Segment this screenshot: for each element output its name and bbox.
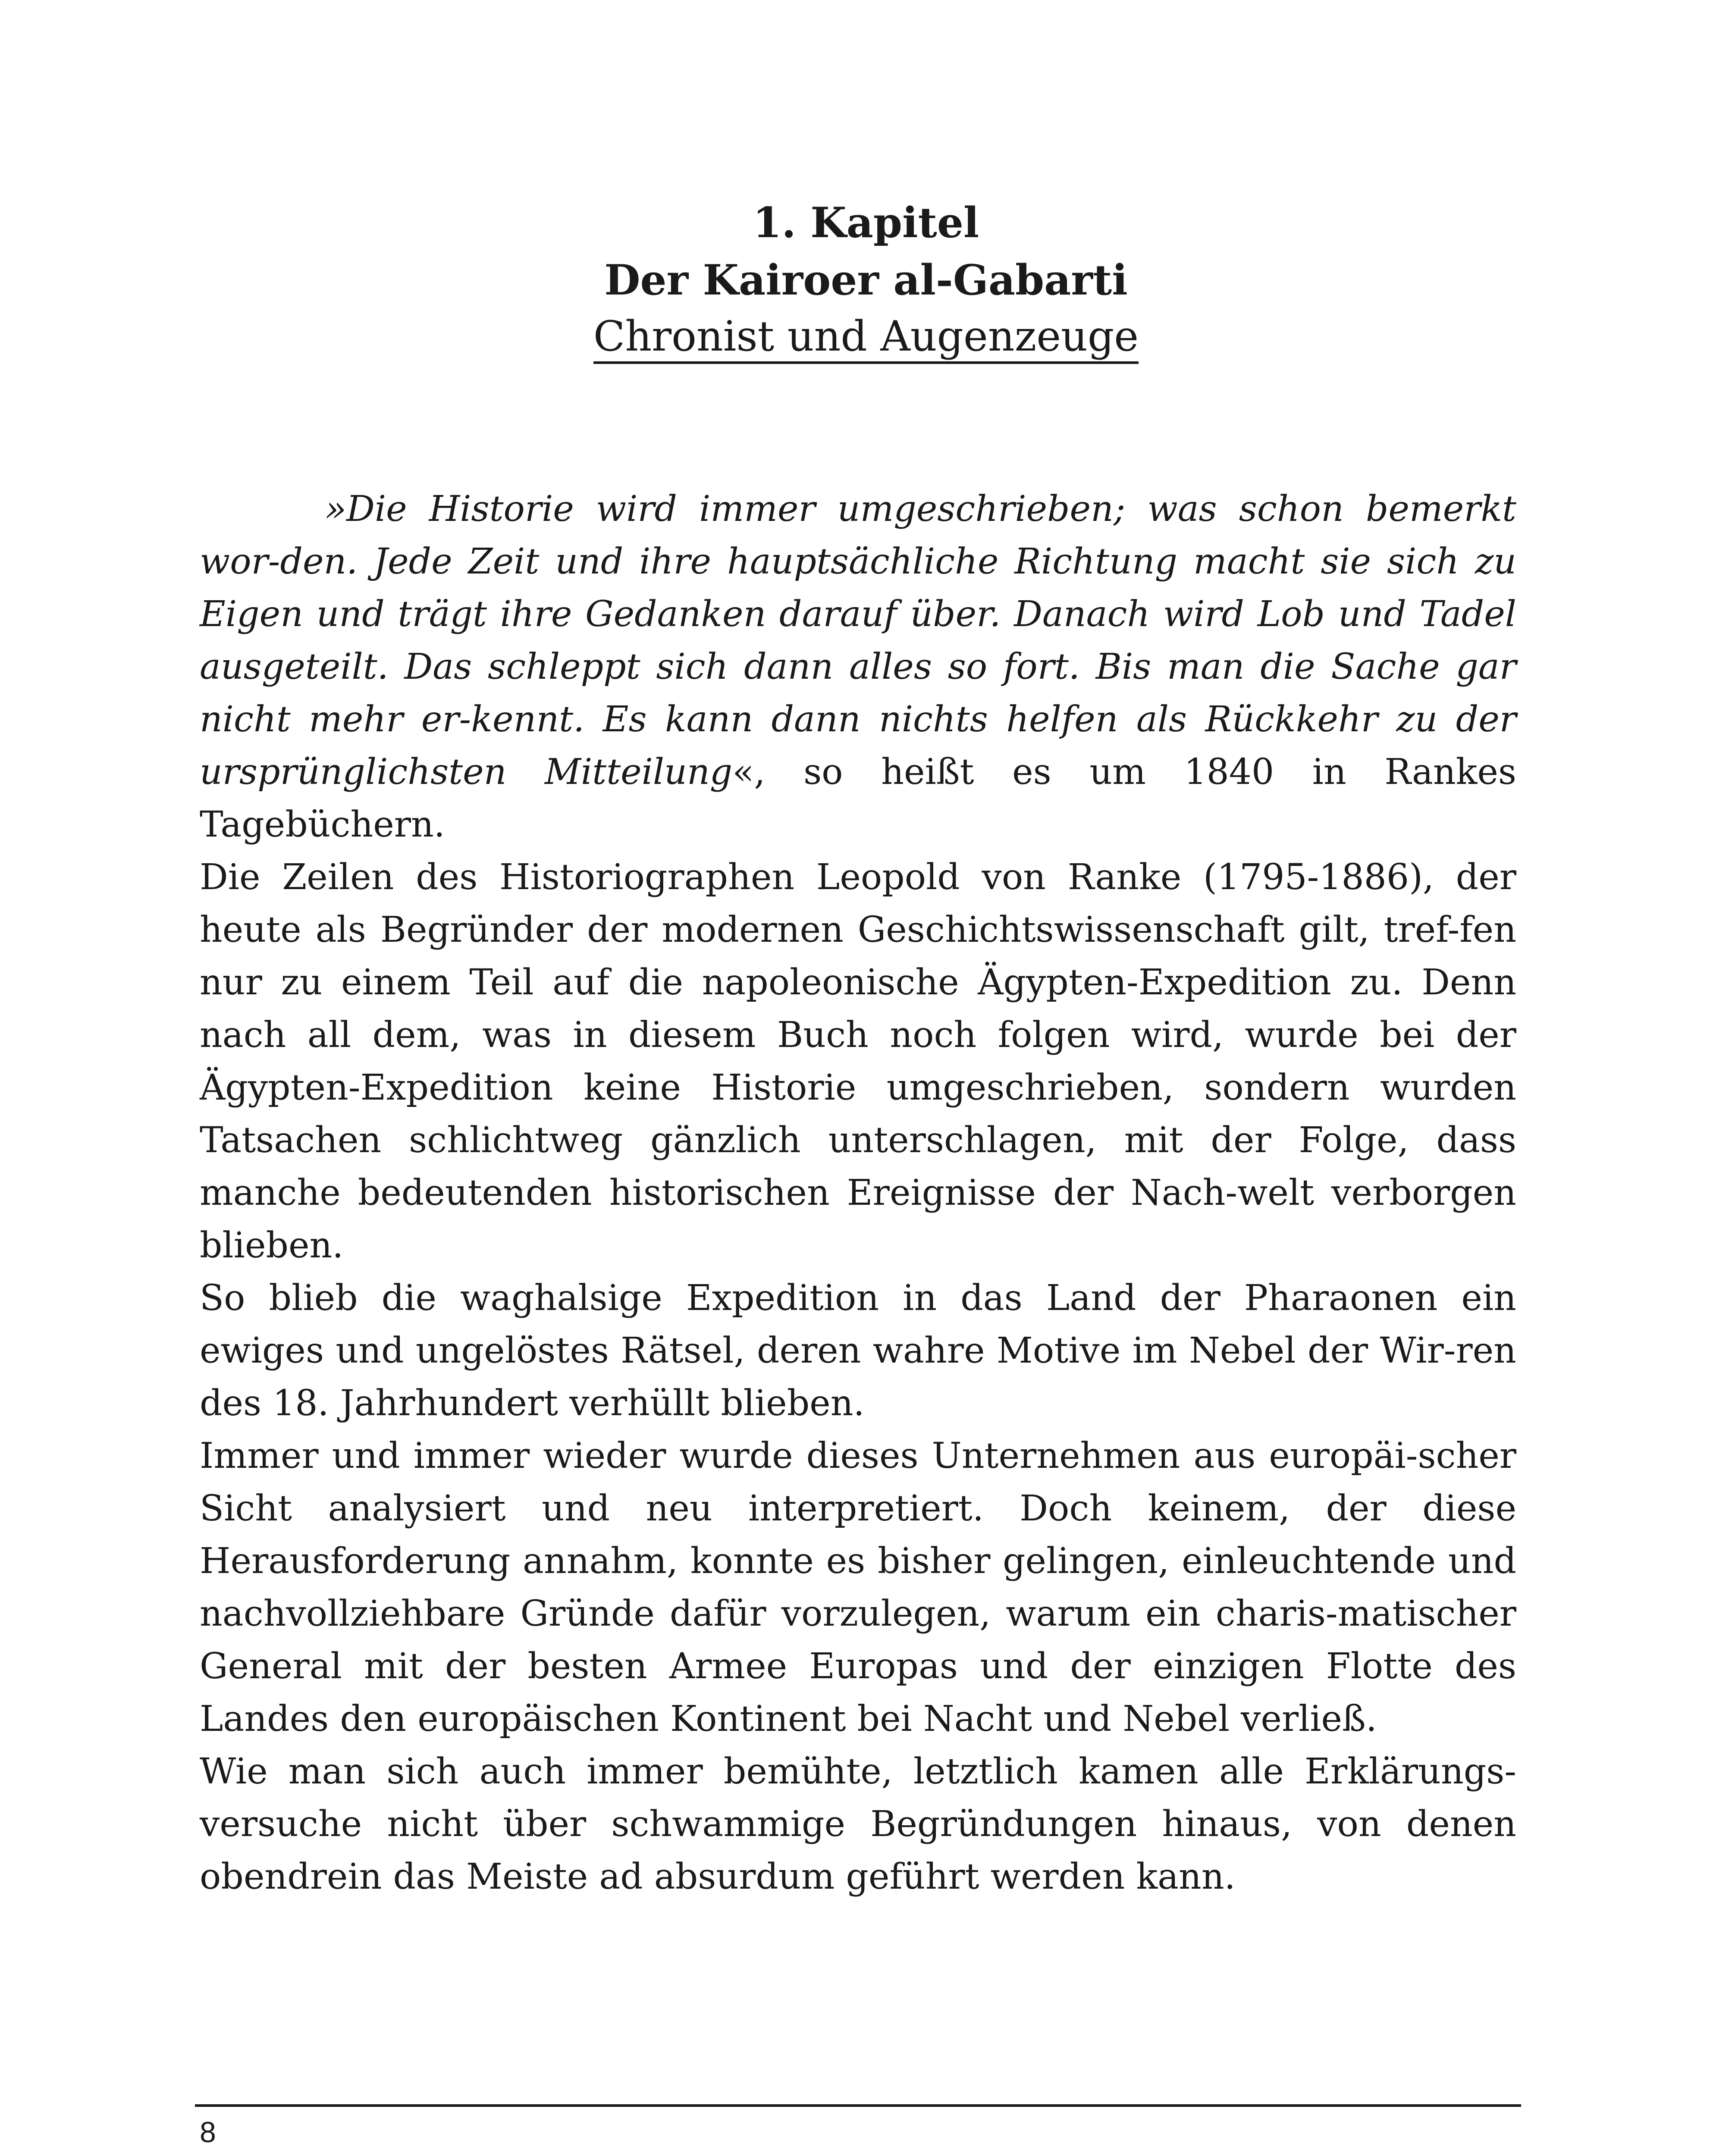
chapter-title: Der Kairoer al-Gabarti (604, 256, 1128, 304)
chapter-subtitle-text: Chronist und Augenzeuge (593, 312, 1139, 364)
footer-divider (195, 2104, 1521, 2107)
body-text (200, 483, 1516, 1903)
quote-attribution: «, so heißt es um 1840 in Rankes Tagebüchern. (200, 752, 1516, 845)
paragraph-ranke: Die Zeilen des Historiographen Leopold von Ranke (1795-1886), der heute als Begründer der modernen Geschichtswissenschaft gilt, tref-fen nur zu einem Teil auf die napoleonische Ägypten-Expedition zu. Denn nach all dem, was in diesem Buch noch folgen wird, wurde bei der Ägypten-Expedition keine Historie umgeschrieben, sondern wurden Tatsachen schlichtweg gänzlich unterschlagen, mit der Folge, dass manche bedeutenden historischen Ereignisse der Nach-welt verborgen blieben. (200, 857, 1516, 1266)
quote-paragraph (200, 483, 1516, 851)
ranke-quote: »Die Historie wird immer umgeschrieben; was schon bemerkt wor-den. Jede Zeit und ihre hauptsächliche Richtung macht sie sich zu Eigen und trägt ihre Gedanken darauf über. Danach wird Lob und Tadel ausgeteilt. Das schleppt sich dann alles so fort. Bis man die Sache gar nicht mehr er-kennt. Es kann dann nichts helfen als Rückkehr zu der ursprünglichsten Mitteilung (200, 489, 1516, 793)
paragraph-explanations: Wie man sich auch immer bemühte, letztlich kamen alle Erklärungs-versuche nicht über schwammige Begründungen hinaus, von denen obendrein das Meiste ad absurdum geführt werden kann. (200, 1751, 1516, 1897)
chapter-subtitle (0, 313, 1732, 360)
page-number: 8 (200, 2116, 216, 2149)
paragraph-european-view: Immer und immer wieder wurde dieses Unternehmen aus europäi-scher Sicht analysiert und neu interpretiert. Doch keinem, der diese Herausforderung annahm, konnte es bisher gelingen, einleuchtende und nachvollziehbare Gründe dafür vorzulegen, warum ein charis-matischer General mit der besten Armee Europas und der einzigen Flotte des Landes den europäischen Kontinent bei Nacht und Nebel verließ. (200, 1435, 1516, 1739)
chapter-number: 1. Kapitel (753, 198, 979, 247)
paragraph-expedition-riddle: So blieb die waghalsige Expedition in das Land der Pharaonen ein ewiges und ungelöstes Rätsel, deren wahre Motive im Nebel der Wir-ren des 18. Jahrhundert verhüllt blieben. (200, 1278, 1516, 1424)
